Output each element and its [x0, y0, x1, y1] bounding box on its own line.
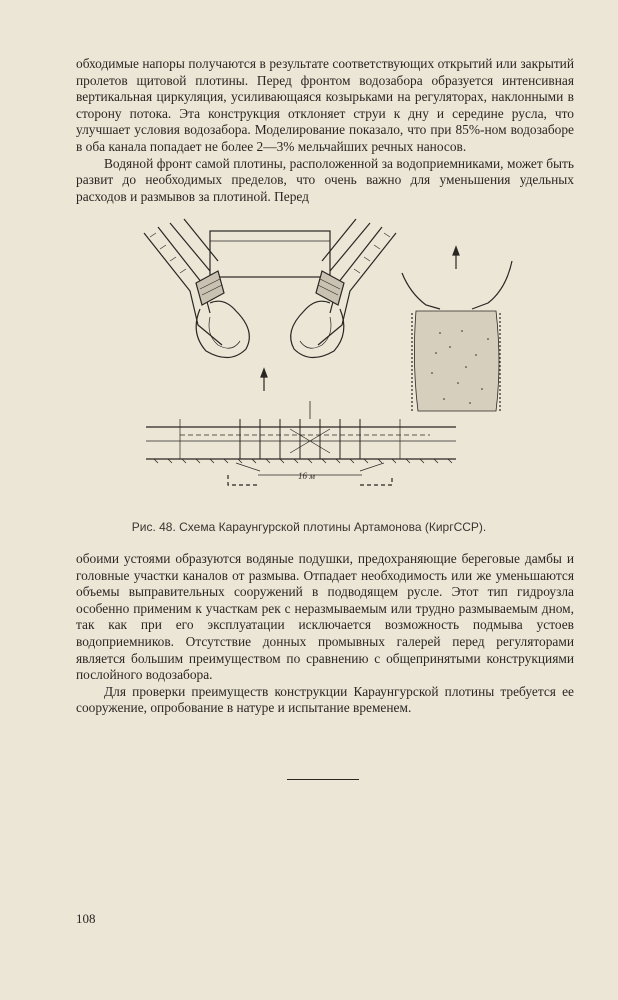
page-number: 108 — [76, 911, 96, 926]
scour-detail-drawing — [402, 247, 512, 413]
figure-caption: Рис. 48. Схема Караунгурской плотины Артамонова (КиргССР). — [131, 520, 487, 534]
paragraph-water-front: Водяной фронт самой плотины, расположенной за водоприемниками, может быть развит до необходимых пределов, что очень важно для уменьшения удельных расходов и размывов за плотиной. Перед — [76, 155, 574, 204]
dimension-label: 16 м — [298, 471, 315, 481]
bottom-text-block — [76, 551, 574, 717]
paragraph-cushions: обоими устоями образуются водяные подушки, предохраняющие береговые дамбы и головные участки каналов от размыва. Отпадает необходимость или же уменьшаются объемы выправительных сооружений в подводящем русле. Этот тип гидроузла особенно применим к участкам рек с неразмываемым или трудно размываемым дном, так как при его эксплуатации исключается возможность подмыва устоев водоприемников. Отсутствие донных промывных галерей перед регуляторами является большим преимуществом по сравнению с общепринятыми конструкциями послойного водозабора. — [76, 551, 574, 683]
section-end-rule — [287, 779, 359, 780]
paragraph-verification: Для проверки преимуществ конструкции Караунгурской плотины требуется ее сооружение, опробование в натуре и испытание временем. — [76, 683, 574, 716]
paragraph-continued: обходимые напоры получаются в результате соответствующих открытий или закрытий пролетов щитовой плотины. Перед фронтом водозабора образуется интенсивная вертикальная циркуляция, усиливающаяся козырьками на регуляторах, наклонными в сторону потока. Эта конструкция отклоняет струи к дну и середине русла, что улучшает условия водозабора. Моделирование показало, что при 85%-ном водозаборе в оба канала попадает не более 2—3% мельчайших речных наносов. — [76, 56, 574, 154]
plan-view-drawing — [144, 219, 396, 391]
top-text-block — [76, 56, 574, 205]
dam-scheme-figure — [140, 213, 520, 513]
